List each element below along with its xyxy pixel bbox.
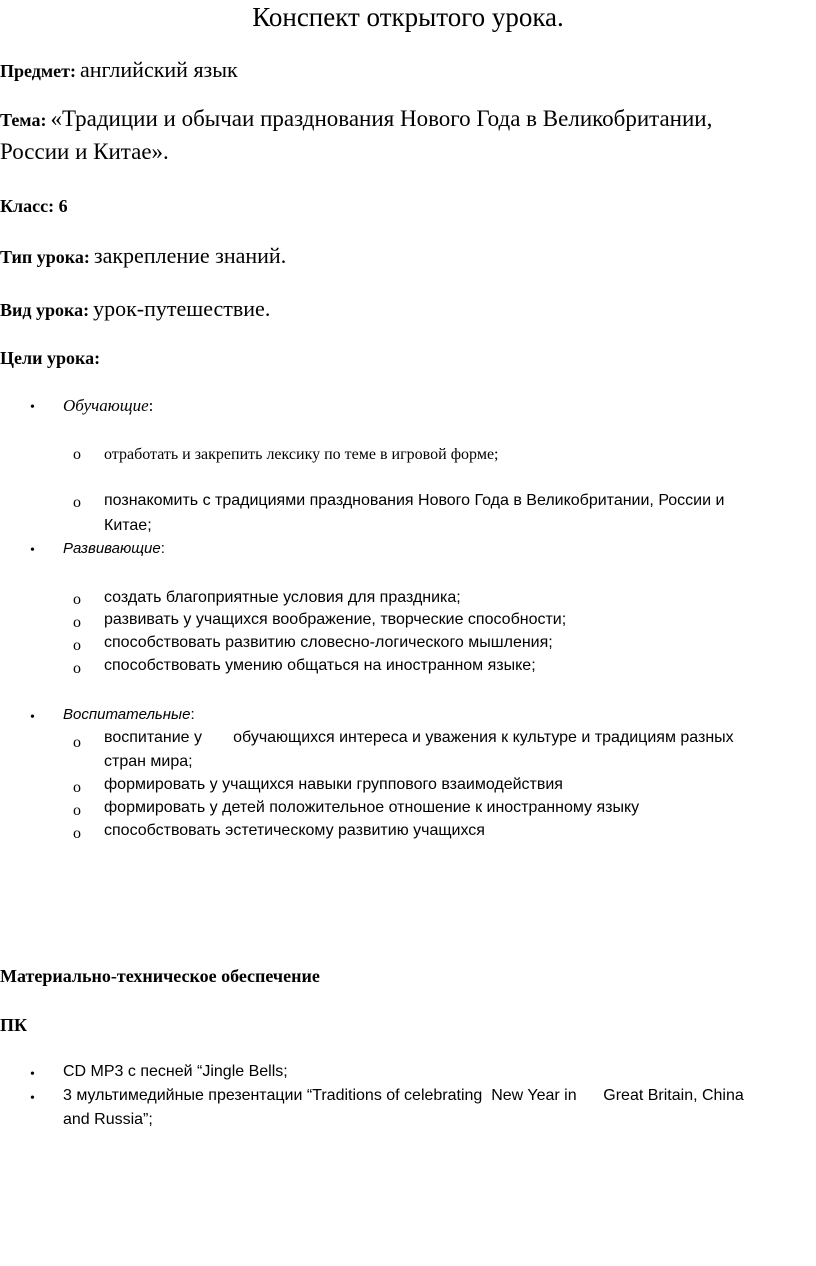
bullet-icon: • [30, 1067, 35, 1082]
equipment-heading: Материально-техническое обеспечение [0, 966, 320, 986]
goal-item: способствовать эстетическому развитию учащихся [104, 822, 485, 839]
goal-item-continuation: стран мира; [104, 753, 193, 770]
sub-bullet-icon: o [73, 734, 81, 751]
goal-item: воспитание у обучающихся интереса и уважения к культуре и традициям разных [104, 729, 734, 746]
grade-label: Класс: 6 [0, 196, 68, 216]
page-title: Конспект открытого урока. [252, 2, 564, 32]
lesson-kind-value: урок-путешествие. [93, 296, 271, 321]
lesson-type-label: Тип урока: [0, 247, 90, 267]
goal-category-label: Развивающие [63, 540, 161, 557]
goal-item: способствовать умению общаться на иностранном языке; [104, 657, 536, 674]
subject-label: Предмет: [0, 61, 76, 81]
equipment-item: CD MP3 с песней “Jingle Bells; [63, 1063, 288, 1080]
sub-bullet-icon: o [73, 637, 81, 654]
bullet-icon: • [30, 710, 35, 725]
lesson-kind-label: Вид урока: [0, 300, 90, 320]
sub-bullet-icon: o [73, 614, 81, 631]
pc-heading: ПК [0, 1015, 28, 1035]
goal-item: создать благоприятные условия для праздника; [104, 589, 461, 606]
topic-label: Тема: [0, 110, 47, 130]
goal-category-developmental [63, 540, 165, 558]
bullet-icon: • [30, 1091, 35, 1106]
lesson-type-value: закрепление знаний. [93, 243, 287, 268]
goal-item: формировать у учащихся навыки группового взаимодействия [104, 776, 563, 793]
sub-bullet-icon: o [73, 446, 81, 463]
lesson-kind-line [0, 296, 270, 322]
goal-item-continuation: Китае; [104, 517, 152, 534]
sub-bullet-icon: o [73, 802, 81, 819]
sub-bullet-icon: o [73, 494, 81, 511]
goal-category-upbringing [63, 706, 195, 724]
goal-category-colon: : [190, 706, 195, 723]
topic-value-line-2: России и Китае». [0, 139, 169, 164]
goal-category-label: Воспитательные [63, 706, 191, 723]
goals-heading: Цели урока: [0, 348, 101, 368]
goal-item: отработать и закрепить лексику по теме в игровой форме; [104, 446, 499, 463]
goal-category-colon: : [148, 396, 154, 415]
goal-category-colon: : [160, 540, 165, 557]
sub-bullet-icon: o [73, 825, 81, 842]
topic-line-1 [0, 106, 712, 132]
goal-item: познакомить с традициями празднования Нового Года в Великобритании, России и [104, 492, 725, 509]
topic-value-line-1: «Традиции и обычаи празднования Нового Года в Великобритании, [50, 106, 713, 131]
goal-category-label: Обучающие [63, 396, 149, 415]
equipment-item-continuation: and Russia”; [63, 1111, 153, 1128]
subject-value: английский язык [79, 57, 238, 82]
goal-item: формировать у детей положительное отношение к иностранному языку [104, 799, 640, 816]
subject-line [0, 57, 238, 83]
sub-bullet-icon: o [73, 591, 81, 608]
goal-category-educational [63, 396, 153, 416]
goal-item: способствовать развитию словесно-логического мышления; [104, 634, 553, 651]
bullet-icon: • [30, 400, 35, 415]
sub-bullet-icon: o [73, 660, 81, 677]
bullet-icon: • [30, 543, 35, 558]
lesson-type-line [0, 243, 286, 269]
sub-bullet-icon: o [73, 779, 81, 796]
equipment-item: 3 мультимедийные презентации “Traditions of celebrating New Year in Great Britain, China [63, 1087, 744, 1104]
goal-item: развивать у учащихся воображение, творческие способности; [104, 611, 567, 628]
